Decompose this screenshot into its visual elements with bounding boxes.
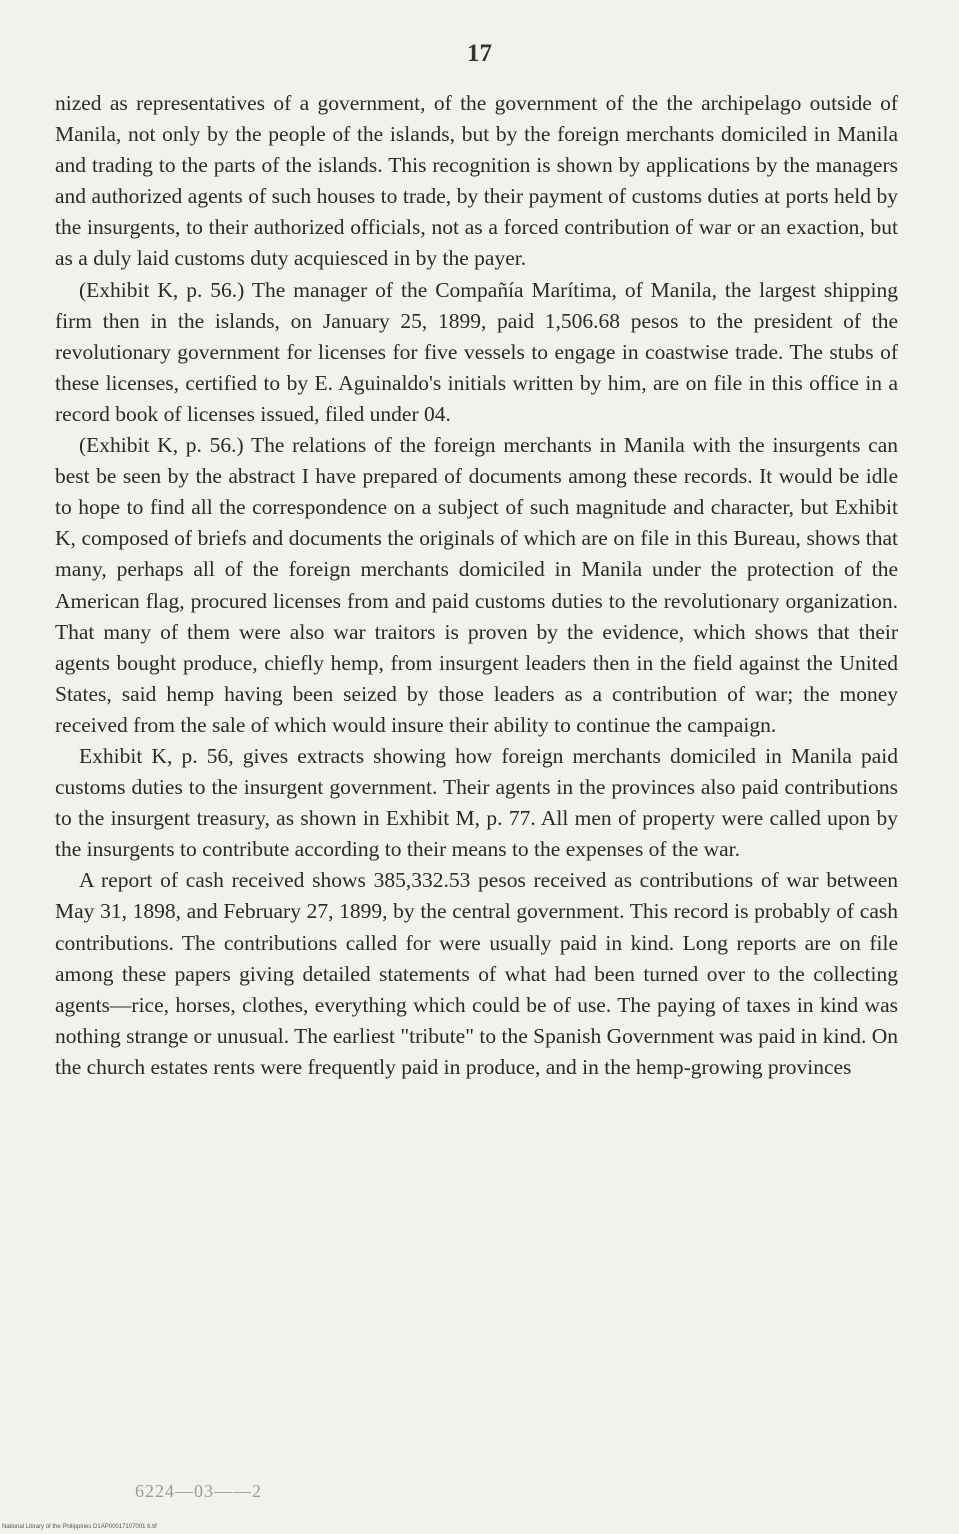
library-stamp: National Library of the Philippines D1AP00017107001 6.tif (2, 1524, 157, 1530)
footer-signature: 6224—03——2 (135, 1481, 262, 1501)
paragraph-cash-report: A report of cash received shows 385,332.53 pesos received as contributions of war between May 31, 1898, and February 27, 1899, by the central government. This record is probably of cash contributions. The contributions called for were usually paid in kind. Long reports are on file among these papers giving detailed statements of what had been turned over to the collecting agents—rice, horses, clothes, everything which could be of use. The paying of taxes in kind was nothing strange or unusual. The earliest "tribute" to the Spanish Government was paid in kind. On the church estates rents were frequently paid in produce, and in the hemp-growing provinces (55, 868, 898, 1079)
paragraph-compania-maritima: (Exhibit K, p. 56.) The manager of the Compañía Marítima, of Manila, the largest shipping firm then in the islands, on January 25, 1899, paid 1,506.68 pesos to the president of the revolutionary government for licenses for five vessels to engage in coastwise trade. The stubs of these licenses, certified to by E. Aguinaldo's initials written by him, are on file in this office in a record book of licenses issued, filed under 04. (55, 277, 898, 426)
body-text (55, 88, 898, 1083)
paragraph-foreign-merchants: (Exhibit K, p. 56.) The relations of the foreign merchants in Manila with the insurgents can best be seen by the abstract I have prepared of documents among these records. It would be idle to hope to find all the correspondence on a subject of such magnitude and character, but Exhibit K, composed of briefs and documents the originals of which are on file in this Bureau, shows that many, perhaps all of the foreign merchants domiciled in Manila under the protection of the American flag, procured licenses from and paid customs duties to the revolutionary organization. That many of them were also war traitors is proven by the evidence, which shows that their agents bought produce, chiefly hemp, from insurgent leaders then in the field against the United States, said hemp having been seized by those leaders as a contribution of war; the money received from the sale of which would insure their ability to continue the campaign. (55, 433, 898, 737)
paragraph-continuation: nized as representatives of a government, of the government of the the archipelago outside of Manila, not only by the people of the islands, but by the foreign merchants domiciled in Manila and trading to the parts of the islands. This recognition is shown by applications by the managers and authorized agents of such houses to trade, by their payment of customs duties at ports held by the insurgents, to their authorized officials, not as a forced contribution of war or an exaction, but as a duly laid customs duty acquiesced in by the payer. (55, 91, 898, 271)
page-number: 17 (467, 40, 492, 67)
paragraph-customs-duties: Exhibit K, p. 56, gives extracts showing how foreign merchants domiciled in Manila paid customs duties to the insurgent government. Their agents in the provinces also paid contributions to the insurgent treasury, as shown in Exhibit M, p. 77. All men of property were called upon by the insurgents to contribute according to their means to the expenses of the war. (55, 743, 898, 862)
